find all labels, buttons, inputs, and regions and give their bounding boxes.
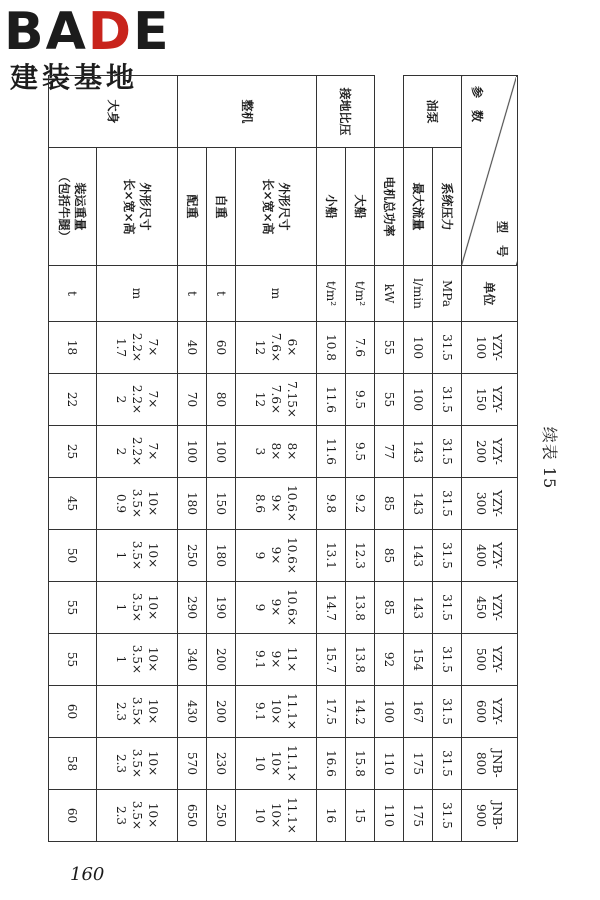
table-cell: 340 — [178, 634, 207, 686]
table-cell: 15 — [346, 790, 375, 842]
table-cell: 190 — [207, 582, 236, 634]
table-cell: 100 — [404, 374, 433, 426]
table-cell: 11.6 — [317, 426, 346, 478]
table-cell: 100 — [178, 426, 207, 478]
table-cell: 55 — [375, 322, 404, 374]
table-cell: 430 — [178, 686, 207, 738]
table-cell: 13.8 — [346, 634, 375, 686]
table-cell: 143 — [404, 582, 433, 634]
table-row — [207, 76, 236, 842]
table-cell: 11.1× 10× 10 — [236, 790, 317, 842]
table-cell: 80 — [207, 374, 236, 426]
table-cell: 8× 8× 3 — [236, 426, 317, 478]
table-cell: 10.6× 9× 9 — [236, 582, 317, 634]
table-cell: 154 — [404, 634, 433, 686]
table-cell: 85 — [375, 478, 404, 530]
table-header-row — [462, 76, 518, 842]
table-cell: 180 — [178, 478, 207, 530]
table-cell: 18 — [49, 322, 97, 374]
table-cell: 55 — [375, 374, 404, 426]
table-row — [178, 76, 207, 842]
model-header: YZY- 400 — [462, 530, 518, 582]
table-row — [49, 76, 97, 842]
table-cell: 13.8 — [346, 582, 375, 634]
table-cell: 9.8 — [317, 478, 346, 530]
table-cell: 7× 2.2× 2 — [97, 426, 178, 478]
row-unit: t/m² — [346, 266, 375, 322]
table-cell: 31.5 — [433, 582, 462, 634]
logo-subtitle: 建装基地 — [10, 61, 139, 94]
row-unit: t — [49, 266, 97, 322]
table-cell: 100 — [404, 322, 433, 374]
table-cell: 167 — [404, 686, 433, 738]
header-model-label: 型 号 — [495, 220, 509, 257]
table-cell: 10× 3.5× 2.3 — [97, 686, 178, 738]
table-cell: 31.5 — [433, 530, 462, 582]
row-unit: m — [97, 266, 178, 322]
table-cell: 14.7 — [317, 582, 346, 634]
row-unit: MPa — [433, 266, 462, 322]
table-cell: 7× 2.2× 1.7 — [97, 322, 178, 374]
table-cell: 31.5 — [433, 686, 462, 738]
page-number: 160 — [70, 864, 105, 885]
table-cell: 143 — [404, 426, 433, 478]
table-cell: 200 — [207, 686, 236, 738]
table-cell: 10.8 — [317, 322, 346, 374]
table-cell: 10× 3.5× 1 — [97, 634, 178, 686]
row-label: 外形尺寸 长×宽×高 — [236, 148, 317, 266]
table-cell: 10× 3.5× 2.3 — [97, 790, 178, 842]
category-body: 大身 — [49, 76, 178, 148]
table-cell: 31.5 — [433, 426, 462, 478]
table-cell: 58 — [49, 738, 97, 790]
table-cell: 150 — [207, 478, 236, 530]
table-row — [317, 76, 346, 842]
table-cell: 175 — [404, 738, 433, 790]
table-row — [97, 76, 178, 842]
spec-table — [48, 75, 518, 842]
table-cell: 9.5 — [346, 374, 375, 426]
table-cell: 9.5 — [346, 426, 375, 478]
table-cell: 31.5 — [433, 374, 462, 426]
table-cell: 175 — [404, 790, 433, 842]
table-cell: 200 — [207, 634, 236, 686]
model-header: JNB- 900 — [462, 790, 518, 842]
table-cell: 77 — [375, 426, 404, 478]
category-ground-pressure: 接地比压 — [317, 76, 375, 148]
row-label: 外形尺寸 长×宽×高 — [97, 148, 178, 266]
logo-wordmark: BADE — [4, 2, 171, 62]
table-cell: 60 — [49, 790, 97, 842]
table-cell: 55 — [49, 634, 97, 686]
table-row — [375, 76, 404, 842]
table-cell: 31.5 — [433, 634, 462, 686]
table-caption: 续表 15 — [540, 426, 559, 490]
row-unit: t — [178, 266, 207, 322]
model-header: YZY- 500 — [462, 634, 518, 686]
table-cell: 650 — [178, 790, 207, 842]
table-cell: 10× 3.5× 2.3 — [97, 738, 178, 790]
model-header: JNB- 800 — [462, 738, 518, 790]
table-cell: 7× 2.2× 2 — [97, 374, 178, 426]
table-row — [404, 76, 433, 842]
table-cell: 250 — [178, 530, 207, 582]
header-param-label: 参 数 — [470, 86, 484, 123]
row-label: 最大流量 — [404, 148, 433, 266]
table-cell: 10× 3.5× 1 — [97, 582, 178, 634]
table-cell: 31.5 — [433, 322, 462, 374]
table-cell: 10.6× 9× 9 — [236, 530, 317, 582]
table-cell: 11× 9× 9.1 — [236, 634, 317, 686]
row-label: 小船 — [317, 148, 346, 266]
table-cell: 85 — [375, 530, 404, 582]
table-cell: 11.6 — [317, 374, 346, 426]
table-cell: 143 — [404, 530, 433, 582]
table-cell: 7.6 — [346, 322, 375, 374]
table-cell: 25 — [49, 426, 97, 478]
row-unit: m — [236, 266, 317, 322]
row-label: 自重 — [207, 148, 236, 266]
table-cell: 85 — [375, 582, 404, 634]
table-cell: 55 — [49, 582, 97, 634]
row-label: 系统压力 — [433, 148, 462, 266]
model-header: YZY- 100 — [462, 322, 518, 374]
table-cell: 13.1 — [317, 530, 346, 582]
table-cell: 100 — [375, 686, 404, 738]
header-unit: 单位 — [462, 266, 518, 322]
category-pump: 油泵 — [404, 76, 462, 148]
table-cell: 17.5 — [317, 686, 346, 738]
model-header: YZY- 200 — [462, 426, 518, 478]
table-cell: 180 — [207, 530, 236, 582]
row-unit: t — [207, 266, 236, 322]
row-label: 配重 — [178, 148, 207, 266]
table-cell: 110 — [375, 790, 404, 842]
table-cell: 31.5 — [433, 478, 462, 530]
table-cell: 15.7 — [317, 634, 346, 686]
row-label: 电机总功率 — [375, 148, 404, 266]
table-cell: 290 — [178, 582, 207, 634]
table-cell: 40 — [178, 322, 207, 374]
table-cell: 10.6× 9× 8.6 — [236, 478, 317, 530]
table-cell: 16.6 — [317, 738, 346, 790]
row-unit: l/min — [404, 266, 433, 322]
row-label: 大船 — [346, 148, 375, 266]
table-cell: 100 — [207, 426, 236, 478]
table-cell: 570 — [178, 738, 207, 790]
table-cell: 250 — [207, 790, 236, 842]
category-whole-machine: 整机 — [178, 76, 317, 148]
table-cell: 45 — [49, 478, 97, 530]
table-cell: 70 — [178, 374, 207, 426]
rotated-table-page — [38, 70, 568, 846]
table-cell: 14.2 — [346, 686, 375, 738]
model-header: YZY- 600 — [462, 686, 518, 738]
model-header: YZY- 150 — [462, 374, 518, 426]
table-cell: 22 — [49, 374, 97, 426]
table-cell: 15.8 — [346, 738, 375, 790]
table-cell: 10× 3.5× 0.9 — [97, 478, 178, 530]
table-cell: 10× 3.5× 1 — [97, 530, 178, 582]
table-cell: 11.1× 10× 10 — [236, 738, 317, 790]
table-cell: 9.2 — [346, 478, 375, 530]
table-row — [433, 76, 462, 842]
table-cell: 60 — [207, 322, 236, 374]
model-header: YZY- 450 — [462, 582, 518, 634]
table-cell: 60 — [49, 686, 97, 738]
table-cell: 110 — [375, 738, 404, 790]
table-cell: 12.3 — [346, 530, 375, 582]
table-cell: 7.15× 7.6× 12 — [236, 374, 317, 426]
row-unit: kW — [375, 266, 404, 322]
table-cell: 31.5 — [433, 790, 462, 842]
header-corner-cell — [462, 76, 518, 266]
table-row — [236, 76, 317, 842]
table-row — [346, 76, 375, 842]
row-unit: t/m² — [317, 266, 346, 322]
table-cell: 16 — [317, 790, 346, 842]
table-cell: 50 — [49, 530, 97, 582]
table-cell: 31.5 — [433, 738, 462, 790]
blank-cell — [375, 76, 404, 148]
table-cell: 230 — [207, 738, 236, 790]
table-cell: 11.1× 10× 9.1 — [236, 686, 317, 738]
row-label: 装运重量 （包括牛腿） — [49, 148, 97, 266]
table-cell: 6× 7.6× 12 — [236, 322, 317, 374]
table-cell: 143 — [404, 478, 433, 530]
model-header: YZY- 300 — [462, 478, 518, 530]
table-cell: 92 — [375, 634, 404, 686]
